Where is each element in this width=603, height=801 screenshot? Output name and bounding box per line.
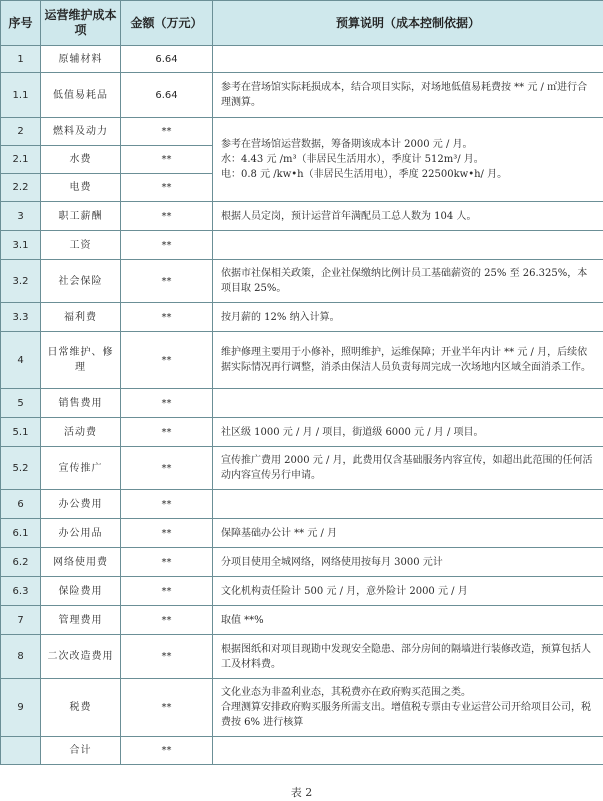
header-amount: 金额（万元） (121, 1, 213, 46)
row-description: 取值 **% (213, 606, 603, 635)
table-row (1, 679, 603, 737)
table-row (1, 606, 603, 635)
row-seq: 7 (1, 606, 41, 635)
header-item: 运营维护成本项 (41, 1, 121, 46)
row-seq: 2 (1, 118, 41, 146)
table-row (1, 231, 603, 260)
row-seq: 5.1 (1, 418, 41, 447)
table-caption: 表 2 (290, 786, 313, 799)
table-row (1, 490, 603, 519)
row-item: 社会保险 (41, 260, 121, 303)
table-row (1, 389, 603, 418)
row-amount: 6.64 (121, 73, 213, 118)
row-description: 文化机构责任险计 500 元 / 月，意外险计 2000 元 / 月 (213, 577, 603, 606)
row-amount: ** (121, 332, 213, 389)
row-amount: ** (121, 548, 213, 577)
row-description: 根据图纸和对项目现勘中发现安全隐患、部分房间的隔墙进行装修改造，预算包括人工及材料费。 (213, 635, 603, 679)
row-seq: 3.1 (1, 231, 41, 260)
row-description: 维护修理主要用于小修补，照明维护，运维保障；开业半年内计 ** 元 / 月，后续依据实际情况再行调整，消杀由保洁人员负责每周完成一次场地内区域全面消杀工作。 (213, 332, 603, 389)
row-seq: 6.2 (1, 548, 41, 577)
row-amount: 6.64 (121, 46, 213, 73)
table-row-total (1, 737, 603, 765)
row-description: 社区级 1000 元 / 月 / 项目，街道级 6000 元 / 月 / 项目。 (213, 418, 603, 447)
row-item: 活动费 (41, 418, 121, 447)
row-amount: ** (121, 606, 213, 635)
row-seq (1, 737, 41, 765)
row-description (213, 737, 603, 765)
row-item: 工资 (41, 231, 121, 260)
row-amount: ** (121, 635, 213, 679)
row-amount: ** (121, 447, 213, 490)
row-item: 销售费用 (41, 389, 121, 418)
row-amount: ** (121, 519, 213, 548)
row-description: 分项目使用全城网络，网络使用按每月 3000 元计 (213, 548, 603, 577)
header-seq: 序号 (1, 1, 41, 46)
row-description: 依据市社保相关政策，企业社保缴纳比例计员工基础薪资的 25% 至 26.325%，本项目取 25%。 (213, 260, 603, 303)
row-seq: 6.3 (1, 577, 41, 606)
row-item: 宣传推广 (41, 447, 121, 490)
table-row (1, 418, 603, 447)
table-row (1, 519, 603, 548)
row-seq: 3.2 (1, 260, 41, 303)
row-seq: 4 (1, 332, 41, 389)
row-seq: 3.3 (1, 303, 41, 332)
row-amount: ** (121, 260, 213, 303)
row-description: 文化业态为非盈利业态，其税费亦在政府购买范围之类。 合理测算安排政府购买服务所需支出。增值税专票由专业运营公司开给项目公司，税费按 6% 进行核算 (213, 679, 603, 737)
row-seq: 1.1 (1, 73, 41, 118)
row-item: 燃料及动力 (41, 118, 121, 146)
row-description (213, 231, 603, 260)
row-amount: ** (121, 679, 213, 737)
row-amount: ** (121, 577, 213, 606)
table-row (1, 447, 603, 490)
table-row (1, 635, 603, 679)
row-item: 保险费用 (41, 577, 121, 606)
row-amount: ** (121, 202, 213, 231)
row-description: 根据人员定岗，预计运营首年满配员工总人数为 104 人。 (213, 202, 603, 231)
table-row (1, 577, 603, 606)
row-amount: ** (121, 118, 213, 146)
header-description: 预算说明（成本控制依据） (213, 1, 603, 46)
row-description (213, 46, 603, 73)
row-seq: 5.2 (1, 447, 41, 490)
table-row (1, 260, 603, 303)
row-seq: 1 (1, 46, 41, 73)
row-item: 低值易耗品 (41, 73, 121, 118)
row-seq: 6.1 (1, 519, 41, 548)
row-description: 宣传推广费用 2000 元 / 月，此费用仅含基础服务内容宣传，如超出此范围的任何活动内容宣传另行申请。 (213, 447, 603, 490)
row-description: 按月薪的 12% 纳入计算。 (213, 303, 603, 332)
row-seq: 5 (1, 389, 41, 418)
table-row (1, 548, 603, 577)
row-seq: 8 (1, 635, 41, 679)
table-header-row (1, 1, 603, 46)
row-seq: 9 (1, 679, 41, 737)
row-description: 保障基础办公计 ** 元 / 月 (213, 519, 603, 548)
row-amount: ** (121, 303, 213, 332)
row-amount: ** (121, 389, 213, 418)
table-row (1, 46, 603, 73)
row-seq: 3 (1, 202, 41, 231)
row-description: 参考在营场馆实际耗损成本，结合项目实际，对场地低值易耗费按 ** 元 / ㎡进行合理测算。 (213, 73, 603, 118)
row-item: 办公费用 (41, 490, 121, 519)
row-description (213, 490, 603, 519)
table-row (1, 303, 603, 332)
row-item: 原辅材料 (41, 46, 121, 73)
row-item: 水费 (41, 146, 121, 174)
row-item: 合计 (41, 737, 121, 765)
table-row (1, 332, 603, 389)
row-seq: 2.2 (1, 174, 41, 202)
row-item: 职工薪酬 (41, 202, 121, 231)
table-row (1, 73, 603, 118)
table-row (1, 202, 603, 231)
row-item: 日常维护、修理 (41, 332, 121, 389)
row-item: 管理费用 (41, 606, 121, 635)
row-description (213, 389, 603, 418)
row-item: 税费 (41, 679, 121, 737)
row-amount: ** (121, 490, 213, 519)
row-description: 参考在营场馆运营数据，筹备期该成本计 2000 元 / 月。 水：4.43 元 /m³（非居民生活用水），季度计 512m³/ 月。 电：0.8 元 /kw•h（非居民生活用电），季度 22500kw•h/ 月。 (213, 118, 603, 202)
row-amount: ** (121, 418, 213, 447)
row-amount: ** (121, 174, 213, 202)
row-item: 福利费 (41, 303, 121, 332)
row-amount: ** (121, 231, 213, 260)
row-item: 网络使用费 (41, 548, 121, 577)
row-amount: ** (121, 737, 213, 765)
table-row (1, 118, 603, 146)
row-item: 电费 (41, 174, 121, 202)
row-seq: 2.1 (1, 146, 41, 174)
row-seq: 6 (1, 490, 41, 519)
row-item: 办公用品 (41, 519, 121, 548)
row-item: 二次改造费用 (41, 635, 121, 679)
row-amount: ** (121, 146, 213, 174)
